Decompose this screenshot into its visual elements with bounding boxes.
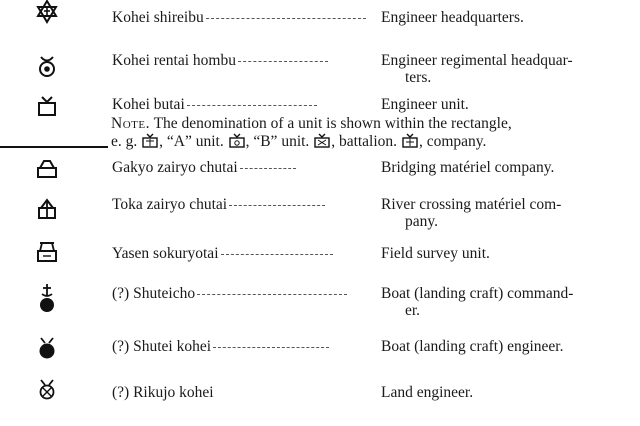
term-text: Gakyo zairyo chutai bbox=[112, 159, 238, 176]
note-eg: e. g. bbox=[111, 133, 138, 150]
term-text: (?) Shutei kohei bbox=[112, 338, 212, 355]
survey-box-icon bbox=[28, 236, 66, 270]
meaning-text: Engineer unit. bbox=[381, 96, 469, 113]
dot-leader bbox=[221, 254, 333, 255]
term-text: Yasen sokuryotai bbox=[112, 245, 219, 262]
meaning-land-engineer bbox=[381, 384, 635, 401]
battalion-label: , battalion. bbox=[331, 133, 398, 150]
engineer-headquarters-symbol bbox=[28, 0, 66, 32]
star-of-david-icon bbox=[28, 0, 66, 32]
term-text: (?) Shuteicho bbox=[112, 285, 196, 302]
term-yasen-sokuryotai bbox=[112, 245, 370, 262]
meaning-bridging-materiel-company bbox=[381, 159, 635, 176]
term-text: Kohei butai bbox=[112, 96, 185, 113]
meaning-text: Engineer regimental headquar- bbox=[381, 52, 573, 69]
section-divider bbox=[0, 146, 108, 148]
meaning-continuation: ters. bbox=[405, 69, 432, 86]
note-paragraph bbox=[111, 115, 636, 151]
box-crossbar-icon bbox=[28, 192, 66, 226]
meaning-engineer-headquarters bbox=[381, 9, 635, 26]
b-unit-label: , “B” unit. bbox=[245, 133, 310, 150]
target-loop-icon bbox=[28, 50, 66, 84]
crossed-circle-icon bbox=[28, 374, 66, 408]
meaning-text: Engineer headquarters. bbox=[381, 9, 524, 26]
dot-leader bbox=[238, 61, 328, 62]
dot-leader bbox=[213, 347, 329, 348]
term-shutei-kohei bbox=[112, 338, 370, 355]
meaning-text: Boat (landing craft) engineer. bbox=[381, 338, 564, 355]
battalion-icon bbox=[313, 133, 331, 148]
anchor-ball-icon bbox=[28, 282, 66, 316]
dot-leader bbox=[206, 18, 366, 19]
term-text: Toka zairyo chutai bbox=[112, 196, 228, 213]
boat-engineer-symbol bbox=[28, 332, 66, 366]
dot-leader bbox=[229, 205, 325, 206]
note-label: Note. bbox=[111, 115, 150, 132]
term-kohei-butai bbox=[112, 96, 370, 113]
meaning-engineer-regimental-hq bbox=[381, 52, 635, 86]
river-crossing-materiel-company-symbol bbox=[28, 192, 66, 226]
meaning-text: Land engineer. bbox=[381, 384, 474, 401]
engineer-unit-symbol bbox=[28, 92, 66, 126]
term-rikujo-kohei bbox=[112, 384, 370, 401]
term-text: Kohei rentai hombu bbox=[112, 52, 236, 69]
term-kohei-rentai-hombu bbox=[112, 52, 370, 69]
company-icon bbox=[401, 133, 419, 148]
note-text: The denomination of a unit is shown within the rectangle, bbox=[153, 115, 512, 132]
term-shuteicho bbox=[112, 285, 370, 302]
bridging-materiel-company-symbol bbox=[28, 152, 66, 186]
dot-leader bbox=[197, 294, 347, 295]
box-pennant-icon bbox=[28, 92, 66, 126]
meaning-text: Boat (landing craft) command- bbox=[381, 285, 574, 302]
meaning-continuation: er. bbox=[405, 302, 421, 319]
a-unit-icon bbox=[141, 133, 159, 148]
meaning-boat-engineer bbox=[381, 338, 635, 355]
meaning-field-survey-unit bbox=[381, 245, 635, 262]
company-label: , company. bbox=[418, 133, 487, 150]
term-kohei-shireibu bbox=[112, 9, 370, 26]
dot-leader bbox=[187, 105, 317, 106]
dot-leader bbox=[240, 168, 296, 169]
meaning-engineer-unit bbox=[381, 96, 635, 113]
meaning-river-crossing-materiel-company bbox=[381, 196, 635, 230]
trapezoid-box-icon bbox=[28, 152, 66, 186]
term-toka-zairyo-chutai bbox=[112, 196, 370, 213]
term-text: (?) Rikujo kohei bbox=[112, 384, 214, 401]
a-unit-label: , “A” unit. bbox=[159, 133, 224, 150]
ball-ticks-icon bbox=[28, 332, 66, 366]
meaning-text: Bridging matériel company. bbox=[381, 159, 555, 176]
term-text: Kohei shireibu bbox=[112, 9, 204, 26]
meaning-text: River crossing matériel com- bbox=[381, 196, 562, 213]
field-survey-unit-symbol bbox=[28, 236, 66, 270]
meaning-boat-commander bbox=[381, 285, 635, 319]
b-unit-icon bbox=[228, 133, 246, 148]
term-gakyo-zairyo-chutai bbox=[112, 159, 370, 176]
land-engineer-symbol bbox=[28, 374, 66, 408]
meaning-text: Field survey unit. bbox=[381, 245, 490, 262]
boat-commander-symbol bbox=[28, 282, 66, 316]
engineer-regimental-hq-symbol bbox=[28, 50, 66, 84]
meaning-continuation: pany. bbox=[405, 213, 438, 230]
